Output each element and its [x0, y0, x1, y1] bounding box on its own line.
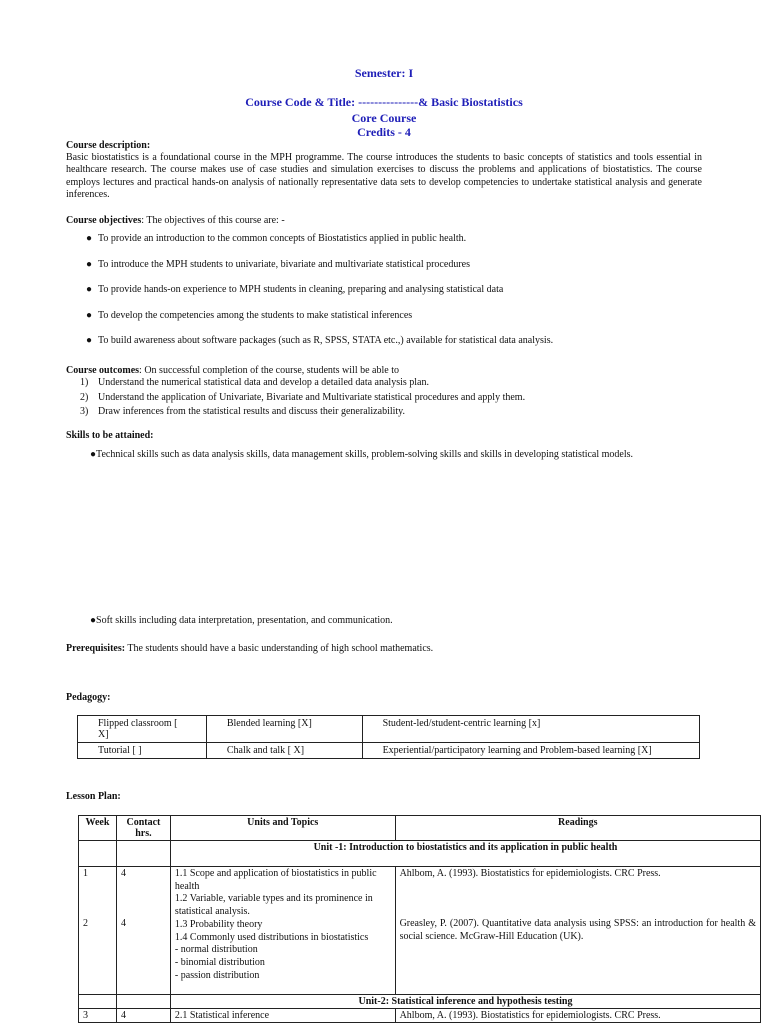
- pedagogy-cell: Experiential/participatory learning and Problem-based learning [X]: [362, 743, 699, 759]
- hours-cell: 4: [120, 868, 126, 879]
- technical-skills: ●Technical skills such as data analysis skills, data management skills, problem-solving skills and skills in developing statistical models.: [90, 449, 634, 460]
- course-type: Core Course: [351, 111, 417, 125]
- pedagogy-label: Pedagogy:: [66, 692, 111, 703]
- table-row: [78, 716, 700, 743]
- prerequisites: [66, 643, 702, 656]
- pedagogy-cell: Flipped classroom [ X]: [78, 716, 207, 743]
- unit-row: [79, 841, 761, 867]
- soft-skills: ●Soft skills including data interpretation, presentation, and communication.: [90, 615, 393, 626]
- topics-cell: 1.1 Scope and application of biostatistics in public health 1.2 Variable, variable types and its prominence in statistical analysis. 1.3 Probability theory 1.4 Commonly used distributions in biostatistics - normal distribution - binomial distribution - passion distribution: [170, 867, 395, 995]
- objectives-intro: : The objectives of this course are: -: [141, 215, 285, 226]
- outcomes-heading: [66, 365, 702, 378]
- prerequisites-text: The students should have a basic understanding of high school mathematics.: [125, 643, 434, 654]
- topics-cell: 2.1 Statistical inference: [170, 1009, 395, 1023]
- pedagogy-cell: Blended learning [X]: [206, 716, 362, 743]
- table-row: [79, 867, 761, 995]
- pedagogy-table: [77, 715, 700, 759]
- semester-heading: Semester: I: [354, 66, 414, 80]
- objectives-label: Course objectives: [66, 215, 142, 226]
- bullet-icon: ●: [86, 233, 93, 244]
- lesson-plan-label: Lesson Plan:: [66, 791, 121, 802]
- col-header-readings: Readings: [395, 816, 760, 841]
- bullet-icon: ●: [86, 310, 93, 321]
- hours-cell: 4: [120, 918, 126, 929]
- pedagogy-cell: Tutorial [ ]: [78, 743, 207, 759]
- hours-cell: 4: [116, 1009, 170, 1023]
- description-label: Course description:: [66, 140, 151, 151]
- document-page: Semester: I Course Code & Title: ---------------& Basic Biostatistics Core Course Credits - 4 Course description: Basic biostatistics is a foundational course in the MPH programme. The course introduces the students to basic concepts of statistics and tools essential in healthcare research. The course makes use of case studies and simulation exercises to discuss the problems and applications of biostatistics. The course employs lectures and practical hands-on analysis of nationally representative data sets to develop competencies to undertake statistical analysis and generate inferences. Course objectives: The objectives of this course are: - ● To provide an introduction to the common concepts of Biostatistics applied in public health. ● To introduce the MPH students to univariate, bivariate and multivariate statistical procedures ● To provide hands-on experience to MPH students in cleaning, preparing and analysing statistical data ● To develop the competencies among the students to make statistical inferences ● To build awareness about software packages (such as R, SPSS, STATA etc.,) available for statistical data analysis. Course outcomes: On successful completion of the course, students will be able to 1) Understand the numerical statistical data and develop a detailed data analysis plan. 2) Understand the application of Univariate, Bivariate and Multivariate statistical procedures and apply them. 3) Draw inferences from the statistical results and discuss their generalizability. Skills to be attained: ●Technical skills such as data analysis skills, data management skills, problem-solving skills and skills in developing statistical models. ●Soft skills including data interpretation, presentation, and communication. Prerequisites: The students should have a basic understanding of high school mathematics. Pedagogy: Flipped classroom [ X] Blended learning [X] Student-led/student-centric learning [x] Tutorial [ ] Chalk and talk [ X] Experiential/participatory learning and Problem-based learning [X] Lesson Plan: Week Contact hrs. Units and Topics Readings Unit -1: Introduction to biostatistics and its application in public health 1 2 4 4 1.1 Scope and application of biostatistics in public health 1.2 Variable, variable types and its prominence in statistical analysis. 1.3 Probability theory 1.4 Commonly used distributions in biostatistics - normal distribution - binomial distribution - passion distribution Ahlbom, A. (1993). Biostatistics for epidemiologists. CRC Press. Greasley, P. (2007). Quantitative data analysis using SPSS: an introduction for health & social science. McGraw-Hill Education (UK). Unit-2: Statistical inference and hypothesis testing 3 4 2.1 Statistical inference Ahlbom, A. (1993). Biostatistics for epidemiologists. CRC Press.: [0, 0, 768, 1024]
- col-header-units: Units and Topics: [170, 816, 395, 841]
- readings-cell: Ahlbom, A. (1993). Biostatistics for epidemiologists. CRC Press.: [395, 1009, 760, 1023]
- bullet-icon: ●: [86, 335, 93, 346]
- bullet-icon: ●: [86, 259, 93, 270]
- week-cell: 2: [83, 918, 88, 929]
- unit-1-title: Unit -1: Introduction to biostatistics and its application in public health: [170, 841, 760, 867]
- course-code-title: Course Code & Title: ---------------& Basic Biostatistics: [245, 95, 523, 109]
- lesson-plan-table: [78, 815, 761, 1023]
- col-header-contact: Contact hrs.: [116, 816, 170, 841]
- objectives-heading: [66, 215, 702, 228]
- outcomes-label: Course outcomes: [66, 365, 140, 376]
- unit-row: [79, 995, 761, 1009]
- pedagogy-cell: Chalk and talk [ X]: [206, 743, 362, 759]
- outcomes-intro: : On successful completion of the course, students will be able to: [139, 365, 399, 376]
- table-header-row: [79, 816, 761, 841]
- week-cell: 3: [79, 1009, 117, 1023]
- prerequisites-label: Prerequisites:: [66, 643, 126, 654]
- table-row: [78, 743, 700, 759]
- unit-2-title: Unit-2: Statistical inference and hypothesis testing: [170, 995, 760, 1009]
- skills-label: Skills to be attained:: [66, 430, 154, 441]
- description-text: Basic biostatistics is a foundational course in the MPH programme. The course introduces the students to basic concepts of statistics and tools essential in healthcare research. The course makes use of case studies and simulation exercises to discuss the problems and applications of biostatistics. The course employs lectures and practical hands-on analysis of nationally representative data sets to develop competencies to undertake statistical analysis and generate inferences.: [66, 152, 702, 200]
- week-cell: 1: [83, 868, 88, 879]
- course-credits: Credits - 4: [357, 125, 411, 139]
- table-row: [79, 1009, 761, 1023]
- bullet-icon: ●: [86, 284, 93, 295]
- readings-cell: Ahlbom, A. (1993). Biostatistics for epidemiologists. CRC Press. Greasley, P. (2007). Quantitative data analysis using SPSS: an introduction for health & social science. McGraw-Hill Education (UK).: [395, 867, 760, 995]
- col-header-week: Week: [79, 816, 117, 841]
- pedagogy-cell: Student-led/student-centric learning [x]: [362, 716, 699, 743]
